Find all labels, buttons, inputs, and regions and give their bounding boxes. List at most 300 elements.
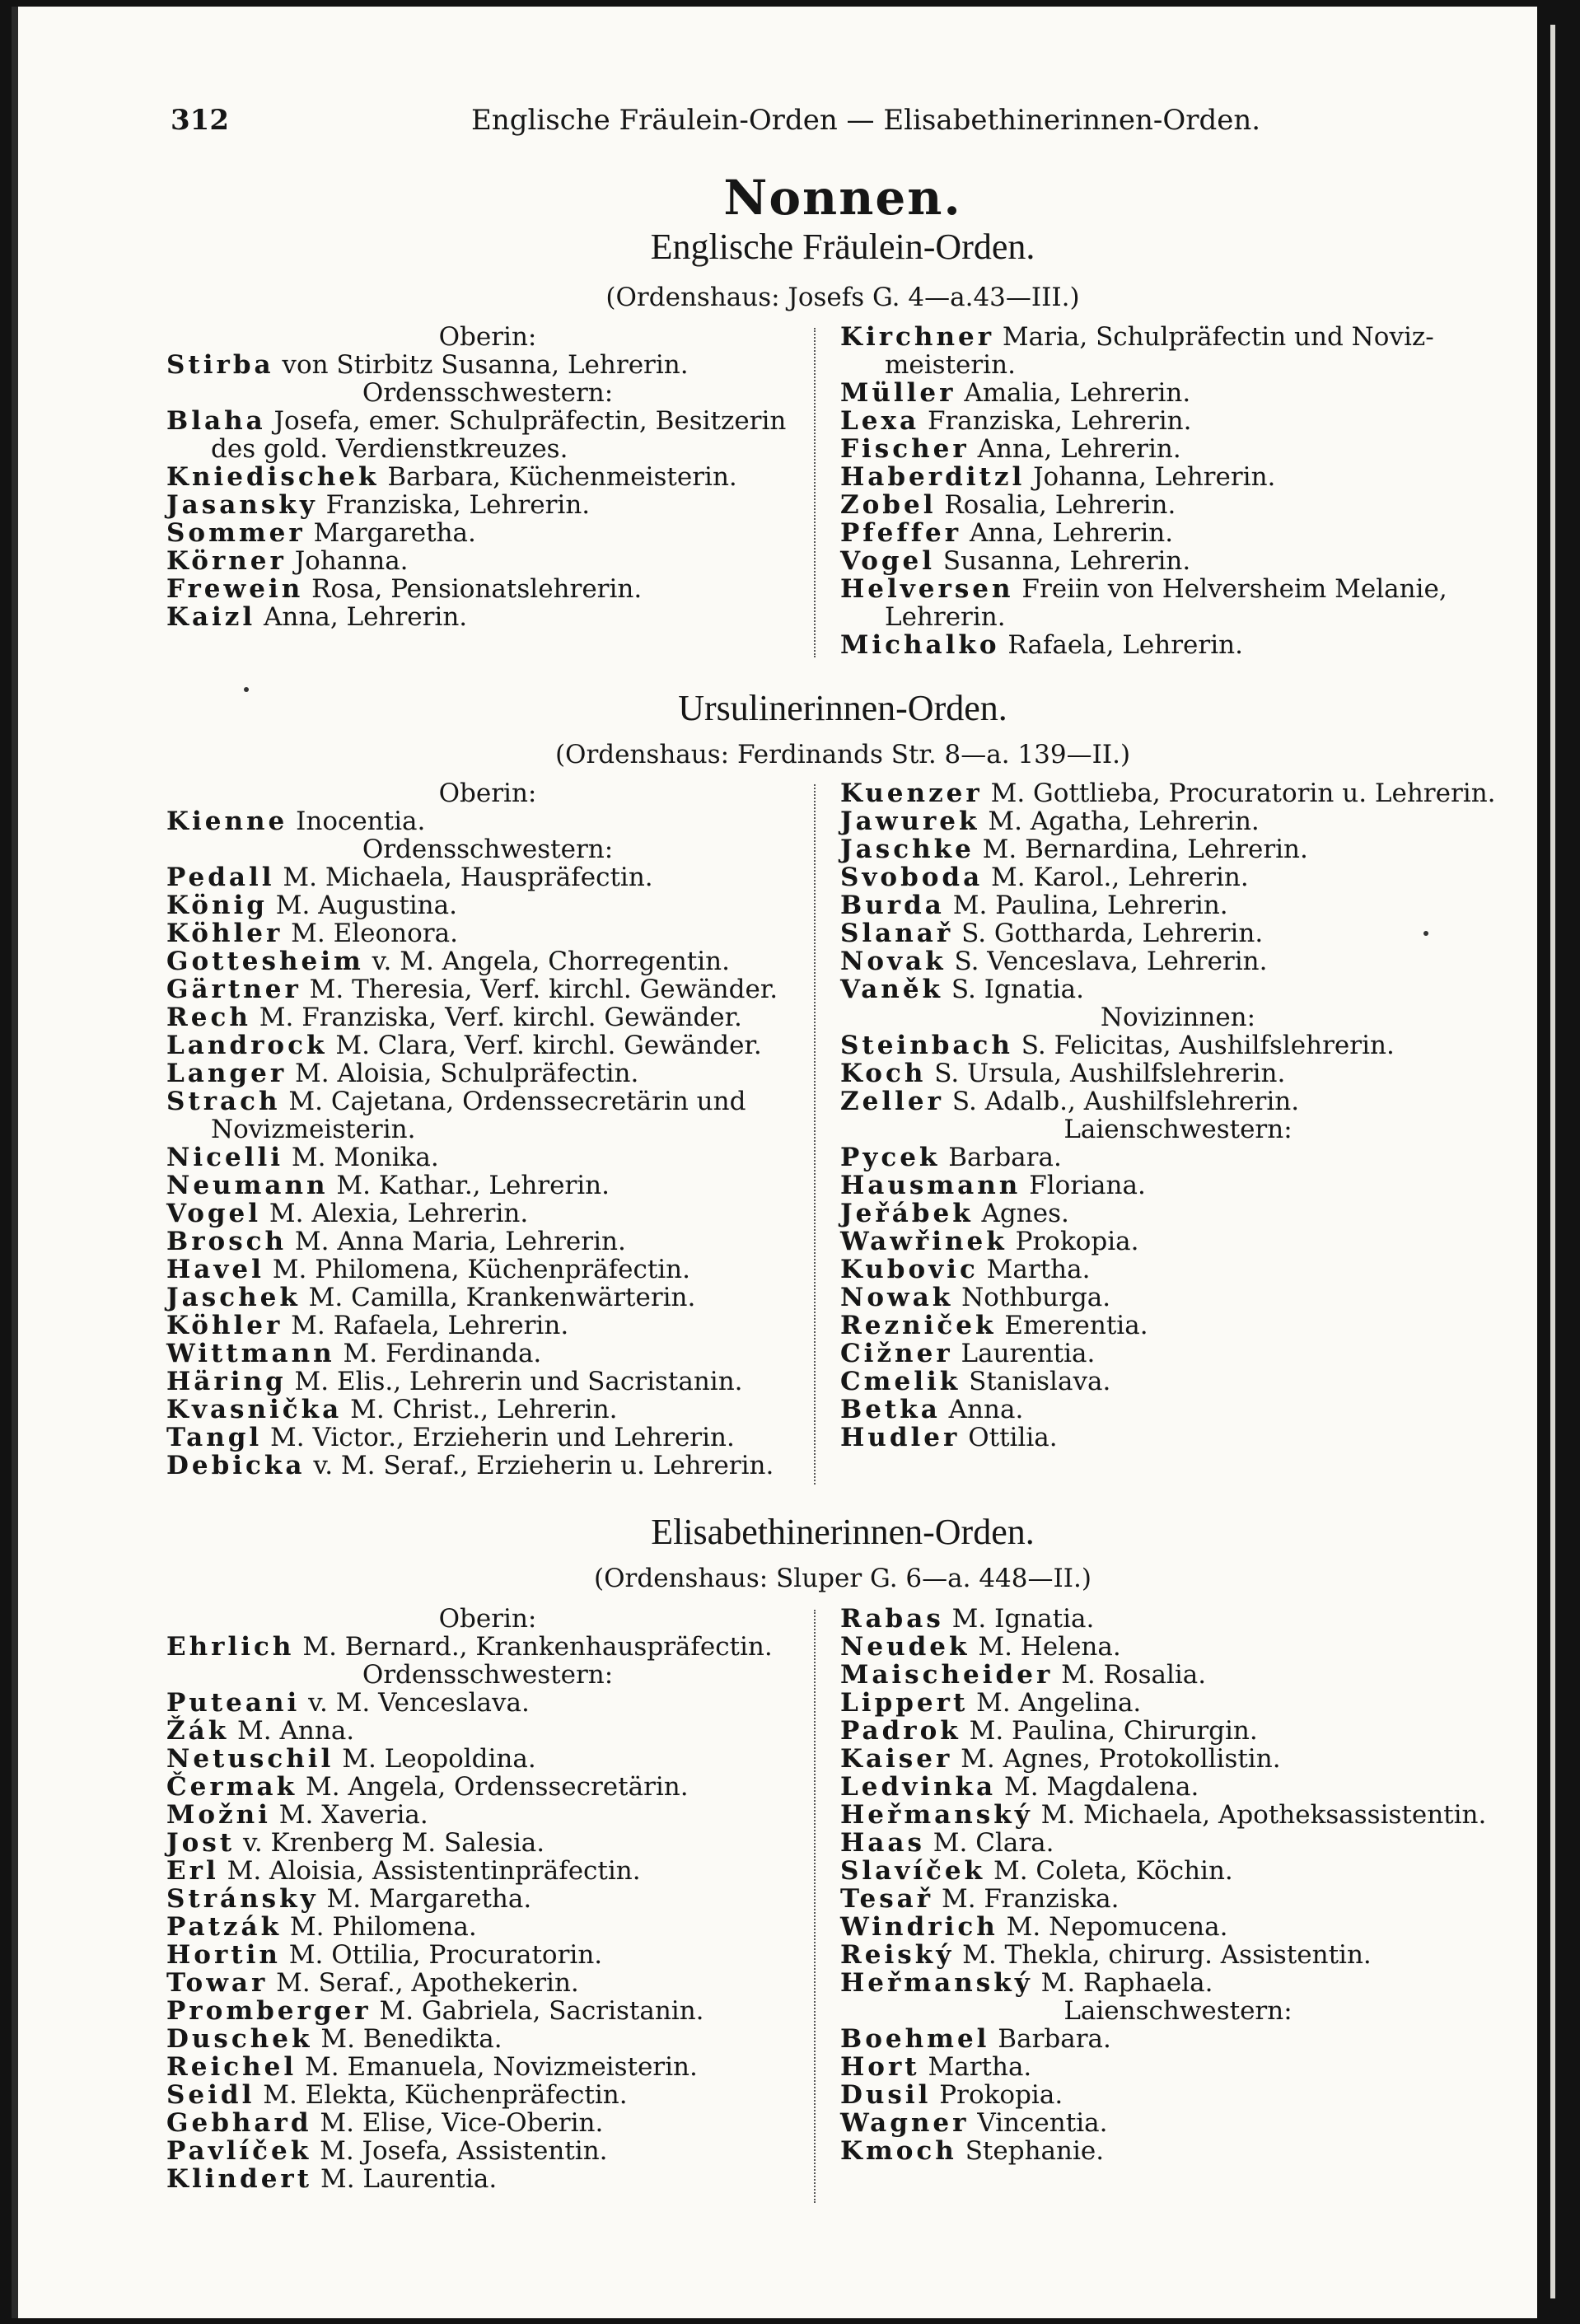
list-item xyxy=(840,1605,1516,1633)
member-surname: Zobel xyxy=(840,490,937,520)
member-details: Freiin von Helversheim Melanie, xyxy=(1013,574,1447,604)
member-details: Prokopia. xyxy=(931,2080,1063,2110)
member-details: Prokopia. xyxy=(1007,1227,1139,1256)
list-item xyxy=(166,1885,809,1913)
member-surname: Betka xyxy=(840,1395,941,1424)
member-surname: Kaizl xyxy=(166,602,256,632)
member-details: Stanislava. xyxy=(961,1367,1111,1396)
adjacent-page-edge xyxy=(1550,25,1555,2298)
list-item xyxy=(166,1941,809,1969)
list-item xyxy=(166,1913,809,1941)
member-surname: Vogel xyxy=(166,1199,262,1228)
member-surname: Heřmanský xyxy=(840,1968,1033,1998)
entry-continuation: Lehrerin. xyxy=(885,602,1006,632)
member-details: Barbara. xyxy=(940,1143,1062,1172)
member-surname: Windrich xyxy=(840,1912,998,1942)
member-details: v. M. Seraf., Erzieherin u. Lehrerin. xyxy=(305,1451,774,1480)
list-item xyxy=(166,1368,809,1396)
member-surname: Kuenzer xyxy=(840,779,983,808)
column-right-englische xyxy=(840,323,1499,659)
member-surname: Hort xyxy=(840,2052,920,2082)
section-title-elisabethinerinnen: Elisabethinerinnen-Orden. xyxy=(651,1512,1035,1552)
member-details: M. Karol., Lehrerin. xyxy=(983,863,1249,892)
member-details: Susanna, Lehrerin. xyxy=(935,546,1191,576)
member-details: Josefa, emer. Schulpräfectin, Besitzerin xyxy=(265,406,787,436)
list-item xyxy=(166,575,809,603)
member-surname: Rabas xyxy=(840,1604,944,1634)
list-item xyxy=(840,407,1499,435)
member-details: S. Ursula, Aushilfslehrerin. xyxy=(926,1059,1286,1088)
member-surname: Čermak xyxy=(166,1772,298,1802)
member-surname: Kubovic xyxy=(840,1255,979,1284)
list-item xyxy=(166,519,809,547)
member-surname: Strach xyxy=(166,1087,281,1116)
member-details: M. Eleonora. xyxy=(283,919,458,948)
column-left-englische xyxy=(166,323,809,631)
list-item xyxy=(840,435,1499,463)
list-item xyxy=(840,2053,1516,2081)
list-item xyxy=(840,547,1499,575)
member-details: v. M. Venceslava. xyxy=(300,1688,530,1718)
member-surname: Ledvinka xyxy=(840,1772,997,1802)
member-details: M. Benedikta. xyxy=(312,2024,503,2054)
member-surname: Debicka xyxy=(166,1451,306,1480)
member-details: M. Ferdinanda. xyxy=(334,1339,542,1368)
list-item xyxy=(166,1171,809,1199)
member-surname: Kirchner xyxy=(840,322,995,352)
list-item xyxy=(840,575,1499,603)
list-item xyxy=(166,1829,809,1857)
list-item xyxy=(166,1059,809,1087)
list-item xyxy=(840,1199,1516,1227)
member-surname: Maischeider xyxy=(840,1660,1054,1690)
member-surname: Köhler xyxy=(166,1311,283,1340)
list-item xyxy=(840,1059,1516,1087)
member-details: S. Adalb., Aushilfslehrerin. xyxy=(943,1087,1300,1116)
entry-continuation: meisterin. xyxy=(885,350,1016,380)
member-surname: Zeller xyxy=(840,1087,944,1116)
list-item xyxy=(166,975,809,1003)
member-surname: Jawurek xyxy=(840,807,980,836)
member-details: Martha. xyxy=(919,2052,1032,2082)
member-surname: Duschek xyxy=(166,2024,313,2054)
section-title-englische: Englische Fräulein-Orden. xyxy=(650,227,1035,267)
member-details: M. Philomena, Küchenpräfectin. xyxy=(264,1255,691,1284)
member-surname: Lexa xyxy=(840,406,920,436)
print-speck xyxy=(1423,931,1428,936)
ordenshaus-englische: (Ordenshaus: Josefs G. 4—a.43—III.) xyxy=(605,283,1080,312)
column-divider xyxy=(814,784,816,1485)
list-item xyxy=(840,1885,1516,1913)
member-details: Ottilia. xyxy=(960,1423,1058,1452)
list-item xyxy=(840,1717,1516,1745)
list-item xyxy=(166,351,809,379)
member-surname: Rezniček xyxy=(840,1311,997,1340)
member-surname: Stirba xyxy=(166,350,274,380)
member-surname: Koch xyxy=(840,1059,927,1088)
member-details: M. Angela, Ordenssecretärin. xyxy=(297,1772,689,1802)
list-item xyxy=(166,1143,809,1171)
list-item xyxy=(166,603,809,631)
member-details: Franziska, Lehrerin. xyxy=(317,490,591,520)
member-details: v. M. Angela, Chorregentin. xyxy=(363,947,730,976)
list-item xyxy=(840,1689,1516,1717)
member-surname: Lippert xyxy=(840,1688,969,1718)
list-item xyxy=(840,835,1516,863)
member-details: S. Gottharda, Lehrerin. xyxy=(953,919,1264,948)
member-details: M. Gottlieba, Procuratorin u. Lehrerin. xyxy=(982,779,1496,808)
member-surname: Seidl xyxy=(166,2080,255,2110)
list-item xyxy=(840,379,1499,407)
member-details: M. Laurentia. xyxy=(312,2164,498,2194)
member-details: Johanna. xyxy=(286,546,409,576)
member-details: M. Anna Maria, Lehrerin. xyxy=(287,1227,626,1256)
list-item xyxy=(166,1633,809,1661)
member-details: Laurentia. xyxy=(952,1339,1096,1368)
member-details: M. Elise, Vice-Oberin. xyxy=(311,2108,604,2138)
list-item xyxy=(166,1087,809,1115)
list-item xyxy=(840,1087,1516,1115)
group-label: Novizinnen: xyxy=(1100,1003,1256,1032)
list-item xyxy=(166,1857,809,1885)
list-item xyxy=(166,1801,809,1829)
member-surname: Slanař xyxy=(840,919,954,948)
list-item xyxy=(840,2137,1516,2165)
member-surname: Boehmel xyxy=(840,2024,990,2054)
ordenshaus-elisabethinerinnen: (Ordenshaus: Sluper G. 6—a. 448—II.) xyxy=(594,1564,1092,1593)
list-item xyxy=(840,2025,1516,2053)
member-details: M. Rosalia. xyxy=(1053,1660,1207,1690)
member-details: Inocentia. xyxy=(287,807,426,836)
list-item xyxy=(840,631,1499,659)
list-item xyxy=(166,891,809,919)
list-item xyxy=(166,919,809,947)
list-item xyxy=(840,1745,1516,1773)
list-item xyxy=(166,1773,809,1801)
member-details: Agnes. xyxy=(973,1199,1069,1228)
member-details: M. Elis., Lehrerin und Sacristanin. xyxy=(286,1367,743,1396)
member-details: M. Gabriela, Sacristanin. xyxy=(371,1996,704,2026)
list-item xyxy=(840,919,1516,947)
list-item xyxy=(166,1227,809,1256)
list-item xyxy=(840,863,1516,891)
list-item xyxy=(840,2081,1516,2109)
list-item xyxy=(166,863,809,891)
member-surname: Promberger xyxy=(166,1996,372,2026)
member-details: Stephanie. xyxy=(956,2136,1105,2166)
ordenshaus-ursulinerinnen: (Ordenshaus: Ferdinands Str. 8—a. 139—II.) xyxy=(554,740,1131,769)
member-surname: Vaněk xyxy=(840,975,944,1004)
member-surname: Gebhard xyxy=(166,2108,312,2138)
member-surname: Michalko xyxy=(840,630,1000,660)
member-surname: Köhler xyxy=(166,919,283,948)
member-surname: Hudler xyxy=(840,1423,961,1452)
member-surname: Körner xyxy=(166,546,287,576)
member-surname: Blaha xyxy=(166,406,266,436)
member-surname: Cižner xyxy=(840,1339,953,1368)
member-surname: Wagner xyxy=(840,2108,970,2138)
group-label: Ordensschwestern: xyxy=(362,1660,614,1690)
member-surname: Wittmann xyxy=(166,1339,335,1368)
member-details: M. Camilla, Krankenwärterin. xyxy=(300,1283,696,1312)
member-details: M. Raphaela. xyxy=(1032,1968,1213,1998)
list-item xyxy=(840,975,1516,1003)
group-label: Oberin: xyxy=(438,322,537,352)
member-surname: Hortin xyxy=(166,1940,281,1970)
member-details: von Stirbitz Susanna, Lehrerin. xyxy=(273,350,689,380)
list-item xyxy=(166,407,809,435)
member-details: M. Paulina, Lehrerin. xyxy=(944,891,1228,920)
member-details: M. Ottilia, Procuratorin. xyxy=(280,1940,603,1970)
list-item xyxy=(840,1171,1516,1199)
member-surname: Svoboda xyxy=(840,863,984,892)
member-surname: Fischer xyxy=(840,434,970,464)
member-details: M. Augustina. xyxy=(267,891,457,920)
list-item xyxy=(166,1997,809,2025)
list-item xyxy=(166,1003,809,1031)
member-surname: Kienne xyxy=(166,807,288,836)
member-details: Anna, Lehrerin. xyxy=(961,518,1174,548)
group-label: Laienschwestern: xyxy=(1063,1115,1293,1144)
member-surname: Erl xyxy=(166,1856,219,1886)
member-details: M. Agnes, Protokollistin. xyxy=(952,1744,1281,1774)
member-details: M. Clara, Verf. kirchl. Gewänder. xyxy=(327,1031,762,1060)
member-details: M. Clara. xyxy=(924,1828,1054,1858)
member-surname: Ehrlich xyxy=(166,1632,295,1662)
list-item xyxy=(840,1031,1516,1059)
member-surname: Jasansky xyxy=(166,490,318,520)
list-item xyxy=(166,2081,809,2109)
member-surname: Pfeffer xyxy=(840,518,962,548)
member-details: Rosa, Pensionatslehrerin. xyxy=(303,574,643,604)
member-surname: Burda xyxy=(840,891,945,920)
group-label: Laienschwestern: xyxy=(1063,1996,1293,2026)
member-details: M. Franziska. xyxy=(933,1884,1120,1914)
member-details: Margaretha. xyxy=(305,518,476,548)
list-item xyxy=(840,1969,1516,1997)
list-item xyxy=(840,1424,1516,1452)
list-item xyxy=(840,1284,1516,1312)
member-details: M. Thekla, chirurg. Assistentin. xyxy=(954,1940,1372,1970)
member-surname: Neumann xyxy=(166,1171,329,1200)
member-details: M. Michaela, Hauspräfectin. xyxy=(274,863,653,892)
member-details: M. Theresia, Verf. kirchl. Gewänder. xyxy=(301,975,778,1004)
list-item xyxy=(840,807,1516,835)
section-title-ursulinerinnen: Ursulinerinnen-Orden. xyxy=(678,688,1007,728)
member-surname: König xyxy=(166,891,268,920)
list-item xyxy=(166,1031,809,1059)
member-details: M. Josefa, Assistentin. xyxy=(311,2136,608,2166)
member-details: M. Ignatia. xyxy=(943,1604,1095,1634)
member-surname: Häring xyxy=(166,1367,287,1396)
member-surname: Brosch xyxy=(166,1227,287,1256)
member-details: M. Anna. xyxy=(229,1716,355,1746)
member-surname: Novak xyxy=(840,947,947,976)
member-surname: Nicelli xyxy=(166,1143,284,1172)
column-left-ursulinerinnen xyxy=(166,779,809,1480)
member-surname: Žák xyxy=(166,1716,230,1746)
group-label: Ordensschwestern: xyxy=(362,835,614,864)
column-divider xyxy=(814,1610,816,2203)
list-item xyxy=(840,1913,1516,1941)
member-details: Floriana. xyxy=(1021,1171,1146,1200)
list-item xyxy=(166,1745,809,1773)
member-details: M. Agatha, Lehrerin. xyxy=(979,807,1260,836)
member-surname: Müller xyxy=(840,378,956,408)
list-item xyxy=(166,1199,809,1227)
list-item xyxy=(166,1284,809,1312)
list-item xyxy=(840,1312,1516,1340)
member-details: M. Elekta, Küchenpräfectin. xyxy=(255,2080,628,2110)
member-details: Anna, Lehrerin. xyxy=(255,602,468,632)
list-item xyxy=(840,1941,1516,1969)
member-details: M. Margaretha. xyxy=(318,1884,532,1914)
member-details: Anna. xyxy=(940,1395,1024,1424)
group-label: Ordensschwestern: xyxy=(362,378,614,408)
list-item xyxy=(840,1143,1516,1171)
list-item xyxy=(840,779,1516,807)
member-surname: Neudek xyxy=(840,1632,970,1662)
member-surname: Jost xyxy=(166,1828,236,1858)
list-item xyxy=(166,491,809,519)
member-surname: Slavíček xyxy=(840,1856,986,1886)
list-item xyxy=(166,2137,809,2165)
list-item xyxy=(166,463,809,491)
member-details: v. Krenberg M. Salesia. xyxy=(235,1828,545,1858)
member-surname: Tesař xyxy=(840,1884,934,1914)
member-surname: Cmelik xyxy=(840,1367,961,1396)
member-surname: Puteani xyxy=(166,1688,301,1718)
member-surname: Pedall xyxy=(166,863,275,892)
entry-continuation: des gold. Verdienstkreuzes. xyxy=(211,434,568,464)
member-surname: Padrok xyxy=(840,1716,961,1746)
column-right-ursulinerinnen xyxy=(840,779,1516,1452)
member-details: M. Magdalena. xyxy=(996,1772,1199,1802)
running-title: Englische Fräulein-Orden — Elisabethinerinnen-Orden. xyxy=(471,104,1261,137)
group-label: Oberin: xyxy=(438,1604,537,1634)
member-details: Amalia, Lehrerin. xyxy=(956,378,1191,408)
member-details: M. Franziska, Verf. kirchl. Gewänder. xyxy=(250,1003,742,1032)
list-item xyxy=(166,1396,809,1424)
list-item xyxy=(166,1717,809,1745)
list-item xyxy=(166,547,809,575)
member-surname: Havel xyxy=(166,1255,264,1284)
list-item xyxy=(840,323,1499,351)
member-surname: Možni xyxy=(166,1800,271,1830)
member-details: S. Ignatia. xyxy=(943,975,1084,1004)
list-item xyxy=(840,891,1516,919)
member-details: M. Leopoldina. xyxy=(334,1744,536,1774)
member-details: M. Bernardina, Lehrerin. xyxy=(974,835,1308,864)
list-item xyxy=(166,1969,809,1997)
list-item xyxy=(840,1396,1516,1424)
member-surname: Stránsky xyxy=(166,1884,319,1914)
member-details: S. Venceslava, Lehrerin. xyxy=(946,947,1268,976)
member-details: M. Angelina. xyxy=(968,1688,1142,1718)
list-item xyxy=(840,491,1499,519)
member-details: M. Aloisia, Schulpräfectin. xyxy=(287,1059,639,1088)
list-item xyxy=(840,1801,1516,1829)
list-item xyxy=(166,1689,809,1717)
member-surname: Landrock xyxy=(166,1031,328,1060)
list-item xyxy=(840,1829,1516,1857)
column-left-elisabethinerinnen xyxy=(166,1605,809,2193)
member-surname: Kniedischek xyxy=(166,462,380,492)
member-details: M. Cajetana, Ordenssecretärin und xyxy=(280,1087,746,1116)
list-item xyxy=(166,807,809,835)
member-details: Barbara, Küchenmeisterin. xyxy=(379,462,737,492)
member-details: Maria, Schulpräfectin und Noviz- xyxy=(994,322,1434,352)
list-item xyxy=(840,1633,1516,1661)
member-surname: Towar xyxy=(166,1968,269,1998)
member-surname: Kmoch xyxy=(840,2136,957,2166)
member-details: M. Bernard., Krankenhauspräfectin. xyxy=(294,1632,773,1662)
member-surname: Patzák xyxy=(166,1912,283,1942)
member-surname: Klindert xyxy=(166,2164,313,2194)
page-sheet xyxy=(12,7,1537,2318)
member-details: S. Felicitas, Aushilfslehrerin. xyxy=(1012,1031,1395,1060)
member-details: M. Paulina, Chirurgin. xyxy=(961,1716,1258,1746)
member-details: M. Xaveria. xyxy=(270,1800,428,1830)
member-details: M. Emanuela, Novizmeisterin. xyxy=(297,2052,698,2082)
member-surname: Steinbach xyxy=(840,1031,1013,1060)
member-surname: Rech xyxy=(166,1003,251,1032)
list-item xyxy=(840,463,1499,491)
main-title: Nonnen. xyxy=(723,170,962,226)
list-item xyxy=(840,1340,1516,1368)
member-details: Nothburga. xyxy=(953,1283,1111,1312)
list-item xyxy=(166,947,809,975)
page-number: 312 xyxy=(171,104,229,137)
member-details: M. Christ., Lehrerin. xyxy=(342,1395,618,1424)
member-surname: Kvasnička xyxy=(166,1395,343,1424)
list-item xyxy=(840,1773,1516,1801)
member-surname: Wawřinek xyxy=(840,1227,1007,1256)
member-surname: Dusil xyxy=(840,2080,932,2110)
member-details: M. Seraf., Apothekerin. xyxy=(268,1968,579,1998)
member-details: Rosalia, Lehrerin. xyxy=(936,490,1176,520)
member-surname: Nowak xyxy=(840,1283,954,1312)
member-surname: Helversen xyxy=(840,574,1014,604)
list-item xyxy=(840,1368,1516,1396)
list-item xyxy=(166,1340,809,1368)
group-label: Oberin: xyxy=(438,779,537,808)
member-surname: Sommer xyxy=(166,518,306,548)
member-surname: Kaiser xyxy=(840,1744,953,1774)
column-divider xyxy=(814,328,816,657)
member-details: Vincentia. xyxy=(969,2108,1108,2138)
list-item xyxy=(840,947,1516,975)
list-item xyxy=(166,1424,809,1452)
list-item xyxy=(166,1312,809,1340)
member-details: M. Philomena. xyxy=(282,1912,477,1942)
list-item xyxy=(840,2109,1516,2137)
member-details: Emerentia. xyxy=(996,1311,1148,1340)
member-surname: Gottesheim xyxy=(166,947,364,976)
list-item xyxy=(166,1452,809,1480)
entry-continuation: Novizmeisterin. xyxy=(211,1115,416,1144)
list-item xyxy=(166,2025,809,2053)
member-details: Johanna, Lehrerin. xyxy=(1025,462,1276,492)
member-details: Martha. xyxy=(978,1255,1091,1284)
list-item xyxy=(840,519,1499,547)
member-details: M. Rafaela, Lehrerin. xyxy=(283,1311,569,1340)
member-surname: Pycek xyxy=(840,1143,941,1172)
list-item xyxy=(840,1661,1516,1689)
member-surname: Hausmann xyxy=(840,1171,1021,1200)
list-item xyxy=(166,2053,809,2081)
member-details: M. Coleta, Köchin. xyxy=(985,1856,1233,1886)
